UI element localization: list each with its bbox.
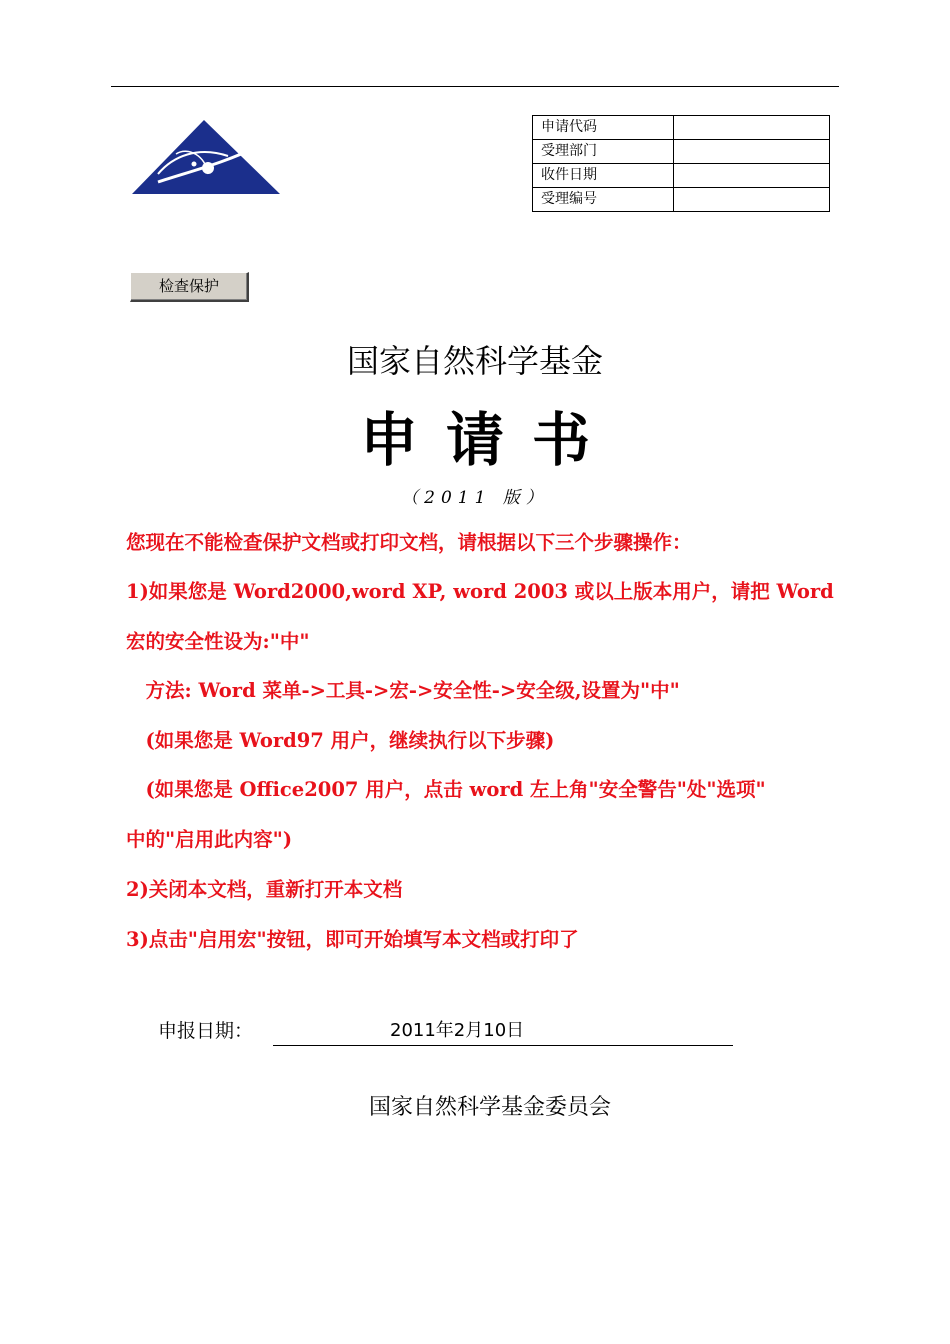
- committee-name: 国家自然科学基金委员会: [368, 1095, 611, 1120]
- instruction-line: 宏的安全性设为:"中": [126, 630, 310, 653]
- info-table-row: [533, 164, 830, 188]
- info-table-value-field[interactable]: [674, 164, 830, 188]
- top-rule: [111, 86, 839, 87]
- info-table-row: [533, 140, 830, 164]
- check-protection-button[interactable]: 检查保护: [130, 272, 249, 302]
- document-title: 申请书: [359, 406, 618, 474]
- instruction-line: 2)关闭本文档，重新打开本文档: [126, 878, 403, 901]
- instruction-line: (如果您是 Office2007 用户，点击 word 左上角"安全警告"处"选项": [126, 778, 766, 801]
- application-info-table: [532, 115, 830, 212]
- info-table-label: 申请代码: [533, 116, 674, 140]
- instruction-line: (如果您是 Word97 用户，继续执行以下步骤): [126, 729, 555, 752]
- info-table-value-field[interactable]: [674, 116, 830, 140]
- foundation-name: 国家自然科学基金: [346, 342, 603, 380]
- nsfc-logo-icon: [128, 116, 284, 198]
- version-label: （2011 版）: [401, 488, 549, 508]
- instruction-line: 1)如果您是 Word2000,word XP, word 2003 或以上版本用户，请把 Word: [126, 580, 834, 603]
- declaration-date-underline: [273, 1045, 733, 1046]
- info-table-label: 收件日期: [533, 164, 674, 188]
- info-table-label: 受理编号: [533, 188, 674, 212]
- declaration-date-field[interactable]: 2011年2月10日: [390, 1020, 525, 1041]
- instruction-line: 方法: Word 菜单->工具->宏->安全性->安全级,设置为"中": [126, 679, 680, 702]
- info-table-value-field[interactable]: [674, 140, 830, 164]
- instruction-line: 您现在不能检查保护文档或打印文档，请根据以下三个步骤操作：: [126, 531, 692, 554]
- declaration-date-label: 申报日期：: [158, 1020, 254, 1042]
- info-table-row: [533, 188, 830, 212]
- info-table-label: 受理部门: [533, 140, 674, 164]
- instruction-line: 3)点击"启用宏"按钮，即可开始填写本文档或打印了: [126, 928, 579, 951]
- info-table-row: [533, 116, 830, 140]
- instruction-line: 中的"启用此内容"): [126, 828, 293, 851]
- info-table-value-field[interactable]: [674, 188, 830, 212]
